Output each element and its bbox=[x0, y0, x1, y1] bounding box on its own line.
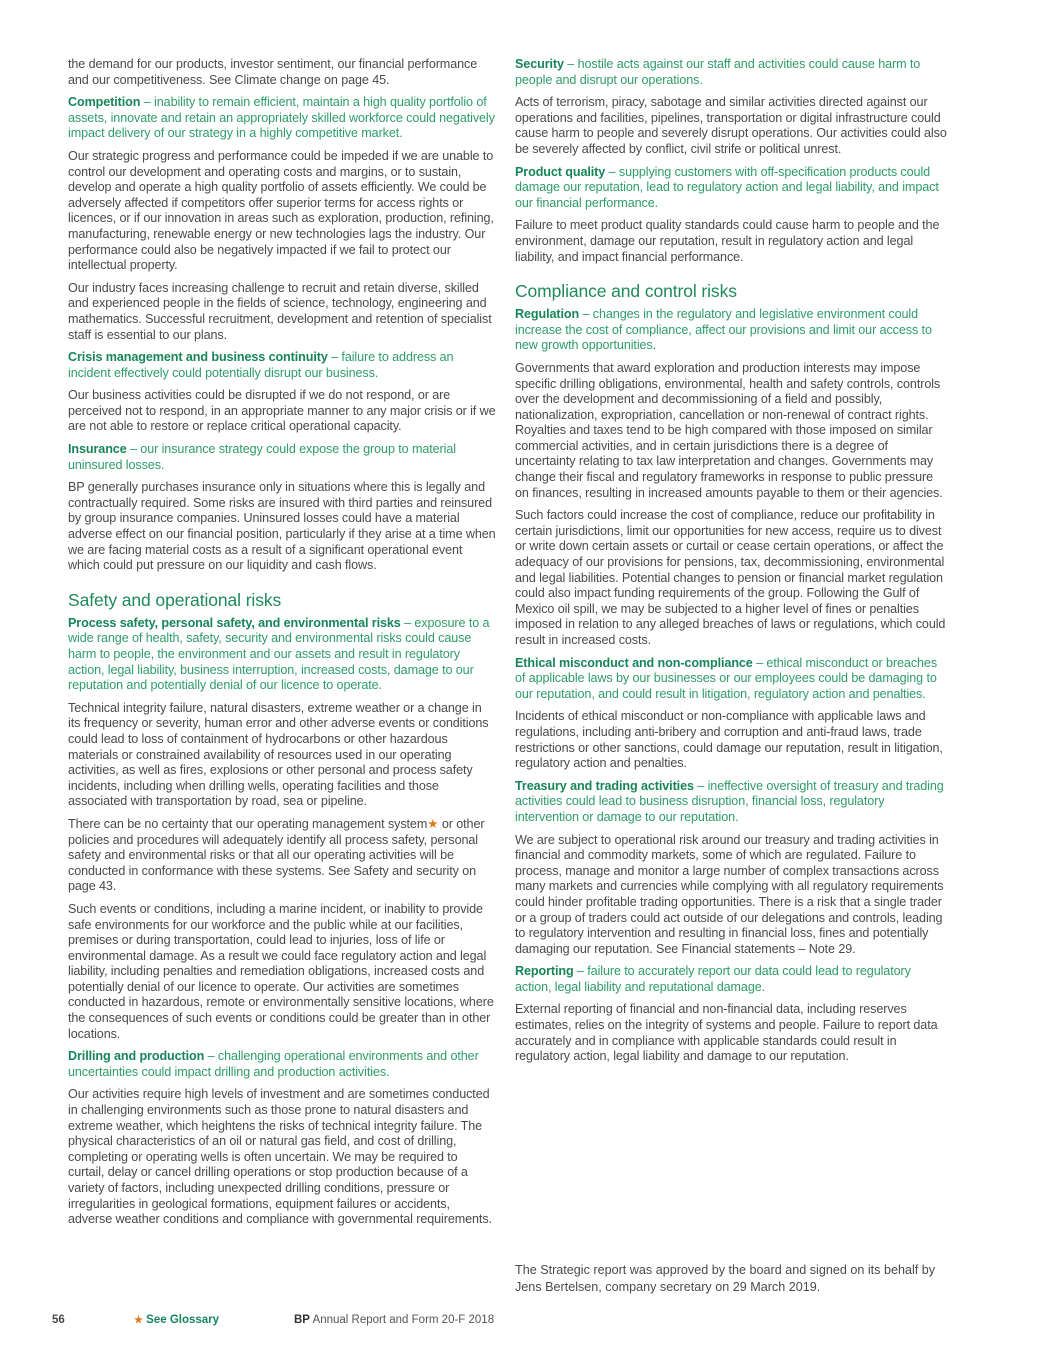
risk-regulation-lead: Regulation – changes in the regulatory and legislative environment could increase the cost of compliance, affect our provisions and limit our access to new growth opportunities. bbox=[515, 307, 932, 353]
risk-process-safety-lead: Process safety, personal safety, and environmental risks – exposure to a wide range of health, safety, security and environmental risks could cause harm to people, the environment and our assets and result in regulatory action, legal liability, business interruption, increased costs, damage to our reputation and potentially denial of our licence to operate. bbox=[68, 615, 490, 693]
risk-title: Regulation bbox=[515, 307, 580, 322]
section-heading-safety: Safety and operational risks bbox=[68, 589, 282, 610]
paragraph: There can be no certainty that our operating management system★ or other policies and procedures will adequately identify all process safety, personal safety and environmental risks or that all our operating activities will be conducted in conformance with these systems. See Safety and security on page 43. bbox=[68, 816, 485, 894]
risk-product-quality-lead: Product quality – supplying customers with off-specification products could damage our reputation, lead to regulatory action and legal liability, and impact our financial performance. bbox=[515, 164, 939, 210]
risk-drilling-lead: Drilling and production – challenging operational environments and other uncertainties could impact drilling and production activities. bbox=[68, 1049, 479, 1079]
glossary-link[interactable]: ★ See Glossary bbox=[134, 1314, 220, 1326]
paragraph: Failure to meet product quality standards could cause harm to people and the environment, damage our reputation, result in regulatory action and legal liability, and impact financial performance. bbox=[515, 218, 940, 264]
right-column bbox=[515, 57, 947, 1072]
glossary-star-icon[interactable]: ★ bbox=[427, 816, 439, 831]
page-footer bbox=[52, 1314, 512, 1330]
risk-title: Drilling and production bbox=[68, 1049, 205, 1064]
paragraph: BP generally purchases insurance only in situations where this is legally and contractually required. Some risks are insured with third parties and reinsured by group insurance companies. Uninsured losses could have a material adverse effect on our financial position, particularly if they arise at a time when we are facing material costs as a result of a significant operational event which could put pressure on our liquidity and cash flows. bbox=[68, 480, 496, 573]
risk-title: Treasury and trading activities bbox=[515, 778, 694, 793]
risk-competition-lead: Competition – inability to remain efficient, maintain a high quality portfolio of assets, innovate and retain an appropriately skilled workforce could negatively impact delivery of our strategy in a highly competitive market. bbox=[68, 95, 495, 141]
risk-title: Competition bbox=[68, 95, 141, 110]
paragraph: Our industry faces increasing challenge to recruit and retain diverse, skilled and experienced people in the fields of science, technology, engineering and mathematics. Successful recruitment, development and retention of specialist staff is essential to our plans. bbox=[68, 280, 492, 342]
risk-treasury-lead: Treasury and trading activities – ineffective oversight of treasury and trading activities could lead to business disruption, financial loss, regulatory intervention or damage to our reputation. bbox=[515, 778, 944, 824]
risk-title: Security bbox=[515, 57, 564, 71]
paragraph: the demand for our products, investor sentiment, our financial performance and our competitiveness. See Climate change on page 45. bbox=[68, 57, 478, 87]
paragraph: External reporting of financial and non-financial data, including reserves estimates, relies on the integrity of systems and people. Failure to report data accurately and in compliance with applicable standards could result in regulatory action, legal liability and damage to our reputation. bbox=[515, 1002, 938, 1064]
report-title: BP Annual Report and Form 20-F 2018 bbox=[294, 1314, 495, 1326]
paragraph: Acts of terrorism, piracy, sabotage and similar activities directed against our operations and facilities, pipelines, transportation or digital infrastructure could cause harm to people and severely disrupt operations. Our activities could also be severely affected by conflict, civil strife or political unrest. bbox=[515, 95, 947, 156]
paragraph: Our business activities could be disrupted if we do not respond, or are perceived not to respond, in an appropriate manner to any major crisis or if we are not able to restore or replace critical operational capacity. bbox=[68, 388, 496, 434]
paragraph: We are subject to operational risk around our treasury and trading activities in financial and commodity markets, some of which are regulated. Failure to process, manage and monitor a large number of complex transactions across many markets and currencies while complying with all regulatory requirements could hinder profitable trading opportunities. There is a risk that a single trader or a group of traders could act outside of our delegations and controls, leading to regulatory intervention and resulting in financial loss, fines and potentially damaging our reputation. See Financial statements – Note 29. bbox=[515, 832, 944, 956]
risk-title: Ethical misconduct and non-compliance bbox=[515, 655, 753, 670]
paragraph: Such events or conditions, including a marine incident, or inability to provide safe environments for our workforce and the public while at our facilities, premises or during transportation, could lead to injuries, loss of life or environmental damage. As a result we could face regulatory action and legal liability, including penalties and remediation obligations, increased costs and potentially denial of our licence to operate. Our activities are sometimes conducted in hazardous, remote or environmentally sensitive locations, where the consequences of such events or conditions could be greater than in other locations. bbox=[68, 901, 494, 1041]
risk-insurance-lead: Insurance – our insurance strategy could expose the group to material uninsured losses. bbox=[68, 442, 456, 472]
risk-title: Reporting bbox=[515, 964, 574, 979]
paragraph: Such factors could increase the cost of compliance, reduce our profitability in certain jurisdictions, limit our opportunities for new access, require us to divest or write down certain assets or curtail or cease certain operations, or affect the adequacy of our provisions for pensions, tax, decommissioning, environmental and legal liabilities. Potential changes to pension or financial market regulation could also impact funding requirements of the group. Following the Gulf of Mexico oil spill, we may be subjected to a higher level of fines or penalties imposed in relation to any alleged breaches of laws or regulations, which could result in increased costs. bbox=[515, 508, 946, 647]
risk-title: Insurance bbox=[68, 442, 127, 457]
paragraph: Governments that award exploration and production interests may impose specific drilling obligations, environmental, health and safety controls, controls over the development and decommissioning of a field and possibly, nationalization, expropriation, cancellation or non-renewal of contract rights. Royalties and taxes tend to be high compared with those imposed on similar commercial activities, and in certain jurisdictions there is a degree of uncertainty relating to tax law interpretation and changes. Governments may change their fiscal and regulatory frameworks in response to public pressure on finances, resulting in increased amounts payable to them or their agencies. bbox=[515, 360, 943, 500]
risk-title: Process safety, personal safety, and environmental risks bbox=[68, 615, 401, 630]
paragraph: Our activities require high levels of investment and are sometimes conducted in challenging environments such as those prone to natural disasters and extreme weather, which heightens the risks of technical integrity failure. The physical characteristics of an oil or natural gas field, and cost of drilling, completing or operating wells is often uncertain. We may be required to curtail, delay or cancel drilling operations or stop production because of a variety of factors, including unexpected drilling conditions, pressure or irregularities in geological formations, equipment failures or accidents, adverse weather conditions and compliance with governmental requirements. bbox=[68, 1087, 492, 1227]
star-icon: ★ bbox=[134, 1315, 143, 1326]
signoff-statement: The Strategic report was approved by the board and signed on its behalf by Jens Bertelsen, company secretary on 29 March 2019. bbox=[515, 1263, 936, 1294]
page-number: 56 bbox=[52, 1314, 65, 1326]
risk-reporting-lead: Reporting – failure to accurately report our data could lead to regulatory action, legal liability and reputational damage. bbox=[515, 964, 911, 994]
risk-title: Crisis management and business continuity bbox=[68, 350, 328, 365]
section-heading-compliance: Compliance and control risks bbox=[515, 281, 737, 302]
paragraph: Technical integrity failure, natural disasters, extreme weather or a change in its frequency or severity, human error and other adverse events or conditions could lead to loss of containment of hydrocarbons or other hazardous materials or constrained availability of resources used in our operating activities, as well as fires, explosions or other personal and process safety incidents, including when drilling wells, operating facilities and those associated with transportation by road, sea or pipeline. bbox=[68, 700, 489, 809]
risk-security-lead: Security – hostile acts against our staff and activities could cause harm to people and disrupt our operations. bbox=[515, 57, 921, 87]
risk-ethical-lead: Ethical misconduct and non-compliance – ethical misconduct or breaches of applicable laws by our businesses or our employees could be damaging to our reputation, and could result in litigation, regulatory action and penalties. bbox=[515, 655, 938, 701]
paragraph: Our strategic progress and performance could be impeded if we are unable to control our development and operating costs and margins, or to sustain, develop and operate a high quality portfolio of assets efficiently. We could be adversely affected if competitors offer superior terms for access rights or licences, or if our innovation in areas such as exploration, production, refining, manufacturing, renewable energy or new technologies lags the industry. Our performance could also be negatively impacted if we fail to protect our intellectual property. bbox=[68, 148, 494, 273]
paragraph: Incidents of ethical misconduct or non-compliance with applicable laws and regulations, including anti-bribery and corruption and anti-fraud laws, trade restrictions or other sanctions, could damage our reputation, result in litigation, regulatory action and penalties. bbox=[515, 709, 943, 771]
risk-crisis-lead: Crisis management and business continuity – failure to address an incident effectively could potentially disrupt our business. bbox=[68, 350, 454, 380]
risk-title: Product quality bbox=[515, 164, 606, 179]
left-column bbox=[68, 57, 496, 1235]
